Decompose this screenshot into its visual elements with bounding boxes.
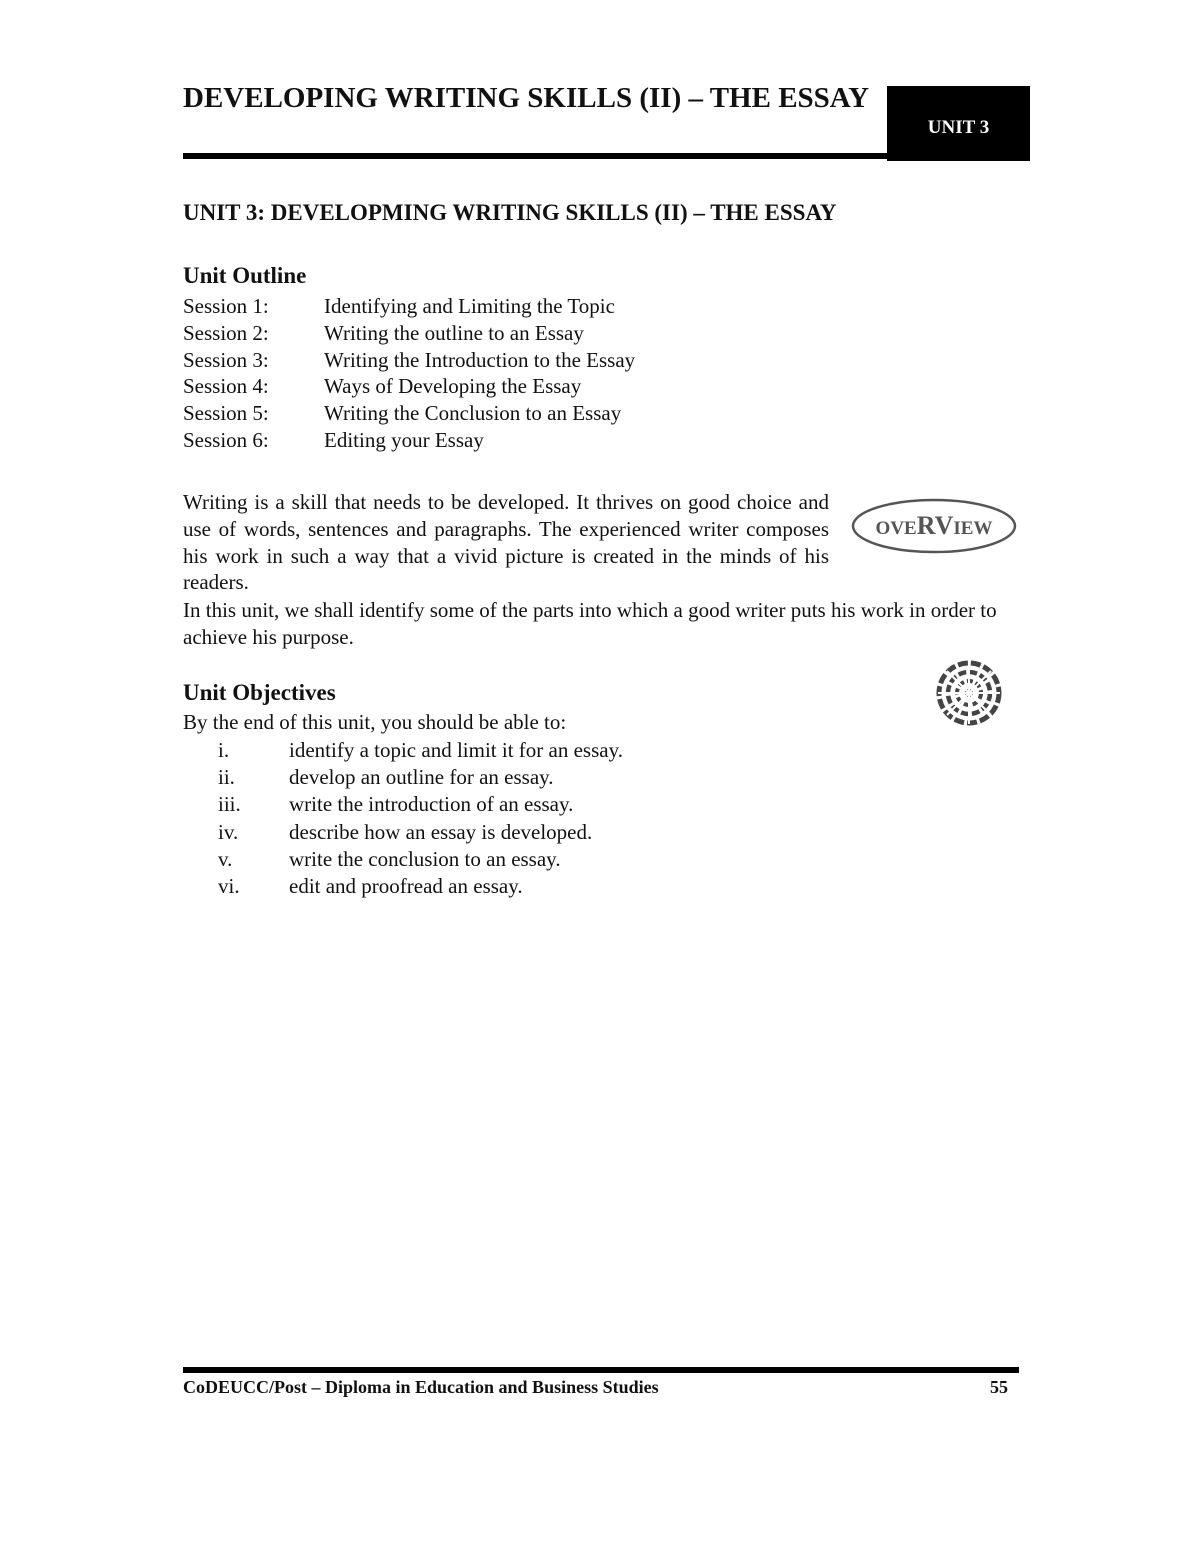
outline-item <box>183 293 883 320</box>
page-number: 55 <box>990 1377 1008 1397</box>
objective-number: iv. <box>218 819 239 844</box>
outline-item <box>183 427 883 454</box>
header-rule <box>183 153 887 159</box>
footer-rule <box>183 1367 1019 1373</box>
session-text: Ways of Developing the Essay <box>324 374 582 399</box>
footer-text: CoDEUCC/Post – Diploma in Education and Business Studies <box>183 1377 659 1397</box>
outline-item <box>183 400 883 427</box>
objective-item <box>218 819 623 846</box>
session-label: Session 2: <box>183 320 269 345</box>
session-text: Writing the Introduction to the Essay <box>324 347 636 372</box>
objective-text: identify a topic and limit it for an essay. <box>289 738 623 762</box>
objectives-intro: By the end of this unit, you should be able to: <box>183 710 567 734</box>
unit-badge: UNIT 3 <box>887 86 1030 161</box>
session-text: Identifying and Limiting the Topic <box>324 294 615 318</box>
session-label: Session 1: <box>183 294 269 318</box>
outline-title: Unit Outline <box>183 263 307 288</box>
outline-list <box>183 293 883 454</box>
objectives-list <box>218 737 623 900</box>
overview-badge-icon <box>851 497 1017 555</box>
objective-item <box>218 737 623 764</box>
session-label: Session 5: <box>183 401 269 426</box>
objective-item <box>218 764 623 791</box>
objective-number: vi. <box>218 874 240 899</box>
target-icon <box>936 660 1002 726</box>
overview-paragraph-2: In this unit, we shall identify some of the parts into which a good writer puts his work in order to achieve his purpose. <box>183 598 997 649</box>
objective-number: v. <box>218 846 233 871</box>
outline-item <box>183 373 883 400</box>
overview-paragraph: Writing is a skill that needs to be developed. It thrives on good choice and use of words, sentences and paragraphs. The experienced writer composes his work in such a way that a vivid picture is created in the minds of his readers. <box>183 490 829 595</box>
objective-text: write the conclusion to an essay. <box>289 846 561 871</box>
objective-number: iii. <box>218 792 241 817</box>
outline-item <box>183 347 883 374</box>
session-label: Session 4: <box>183 374 269 399</box>
unit-heading: UNIT 3: DEVELOPMING WRITING SKILLS (II) – THE ESSAY <box>183 200 837 225</box>
objective-number: i. <box>218 738 230 762</box>
session-label: Session 3: <box>183 347 269 372</box>
outline-item <box>183 320 883 347</box>
objective-text: write the introduction of an essay. <box>289 792 574 817</box>
session-text: Writing the Conclusion to an Essay <box>324 401 622 426</box>
objective-item <box>218 846 623 873</box>
session-text: Editing your Essay <box>324 427 484 452</box>
objective-text: develop an outline for an essay. <box>289 765 554 790</box>
svg-text:OVERVIEW: OVERVIEW <box>875 511 993 540</box>
objective-text: edit and proofread an essay. <box>289 874 523 899</box>
session-label: Session 6: <box>183 427 269 452</box>
objective-item <box>218 873 623 900</box>
objective-number: ii. <box>218 765 235 790</box>
running-title: DEVELOPING WRITING SKILLS (II) – THE ESSAY <box>183 82 870 114</box>
objective-item <box>218 791 623 818</box>
session-text: Writing the outline to an Essay <box>324 320 584 345</box>
objectives-title: Unit Objectives <box>183 680 336 705</box>
objective-text: describe how an essay is developed. <box>289 819 593 844</box>
